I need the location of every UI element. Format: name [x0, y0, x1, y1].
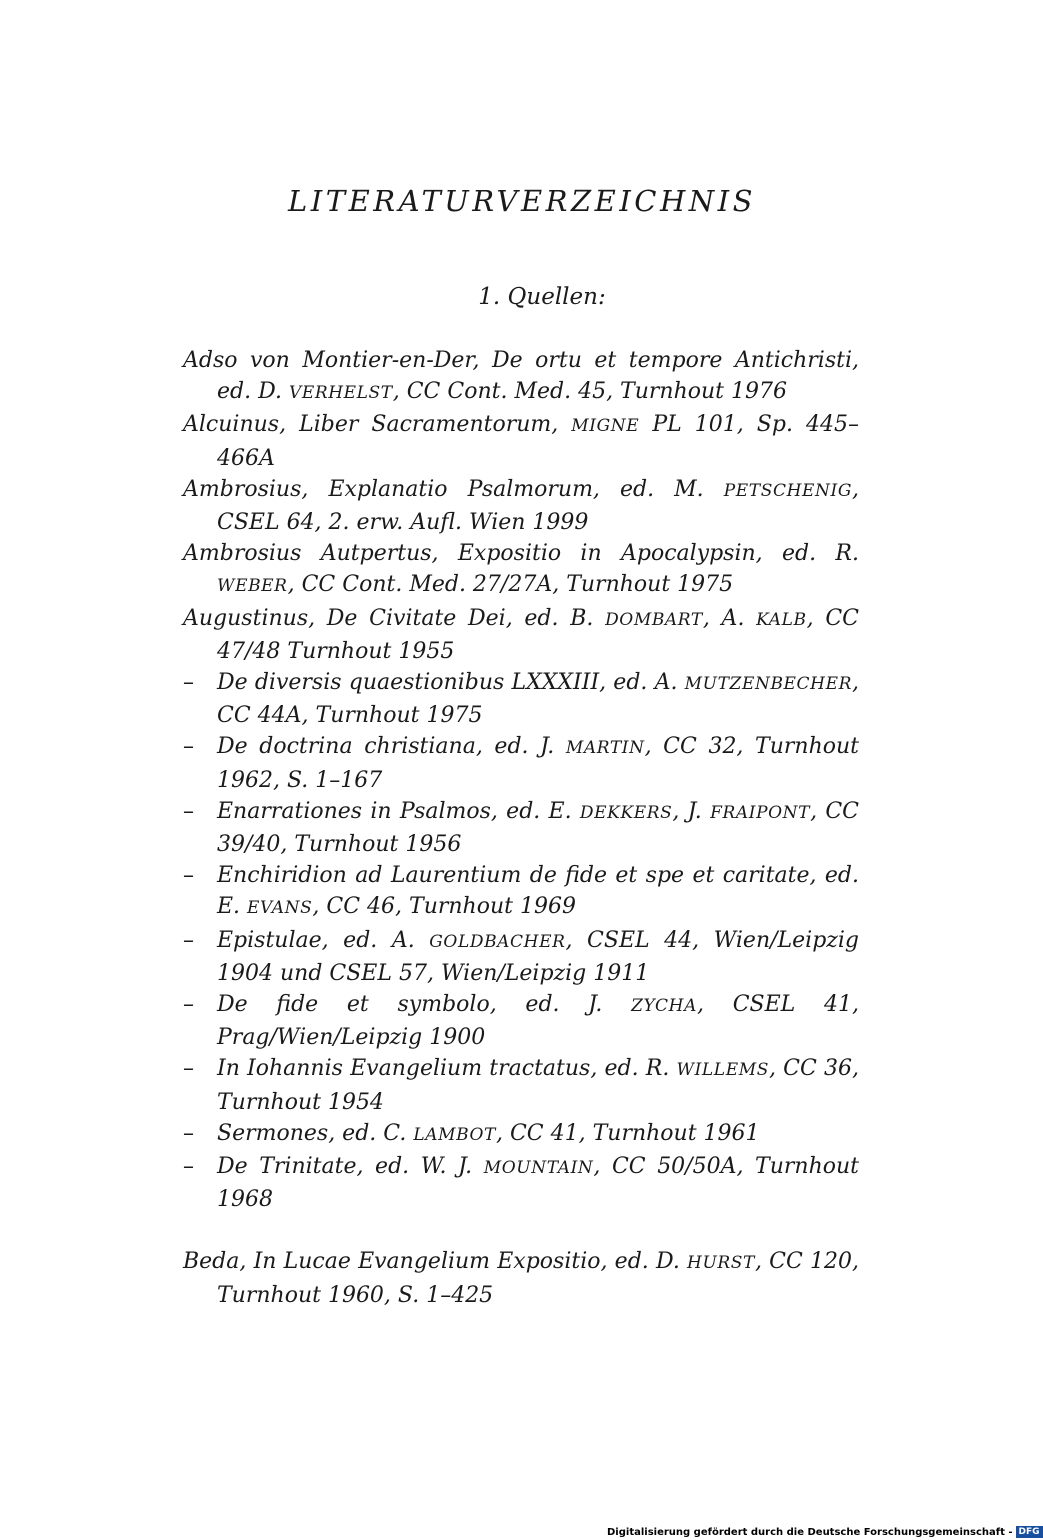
bibliography-subentry	[183, 1151, 859, 1215]
entry-text: De fide et symbolo, ed. J.	[217, 992, 632, 1018]
entry-text: Enchiridion ad Laurentium de fide et spe et caritate, ed. E.	[217, 863, 859, 920]
entry-text: De Trinitate, ed. W. J.	[217, 1154, 484, 1180]
entry-text: Beda, In Lucae Evangelium Expositio, ed. D.	[183, 1249, 688, 1275]
subentry-dash: –	[183, 1056, 194, 1082]
editor-name: DOMBART	[605, 609, 703, 630]
editor-name: ZYCHA	[631, 996, 697, 1017]
editor-name: EVANS	[247, 898, 313, 919]
entry-text: Alcuinus, Liber Sacramentorum,	[183, 412, 572, 438]
entry-text: PL 101, Sp. 445–466A	[217, 412, 859, 471]
entry-text: , CC 46, Turnhout 1969	[312, 894, 576, 920]
entry-text: Adso von Montier-en-Der, De ortu et tempore Antichristi, ed. D.	[183, 348, 859, 405]
entry-text: De doctrina christiana, ed. J.	[217, 734, 566, 760]
entry-text: Enarrationes in Psalmos, ed. E.	[217, 798, 580, 824]
editor-name: PETSCHENIG	[723, 480, 852, 501]
dfg-logo: DFG	[1016, 1526, 1043, 1538]
footer-text: Digitalisierung gefördert durch die Deutsche Forschungsgemeinschaft -	[607, 1526, 1013, 1538]
entry-text: De diversis quaestionibus LXXXIII, ed. A.	[217, 670, 685, 696]
bibliography-subentry	[183, 796, 859, 860]
entry-text: Sermones, ed. C.	[217, 1120, 414, 1146]
entry-text: Ambrosius Autpertus, Expositio in Apocalypsin, ed. R.	[183, 541, 859, 567]
bibliography-subentry	[183, 731, 859, 795]
bibliography-entry	[183, 345, 859, 409]
bibliography-subentry	[183, 925, 859, 989]
bibliography-subentry	[183, 989, 859, 1053]
entry-text: , CC 50/50A, Turnhout 1968	[217, 1154, 859, 1213]
editor-name: DEKKERS	[579, 802, 673, 823]
editor-name: MOUNTAIN	[483, 1158, 594, 1179]
entry-text: , CC 41, Turnhout 1961	[495, 1120, 760, 1146]
entry-text: , CC Cont. Med. 45, Turnhout 1976	[392, 379, 787, 405]
editor-name: LAMBOT	[413, 1124, 496, 1145]
editor-name: GOLDBACHER	[429, 931, 566, 952]
subentry-dash: –	[183, 670, 194, 696]
section-heading: 1. Quellen:	[478, 284, 606, 310]
subentry-dash: –	[183, 798, 194, 824]
entry-text: In Iohannis Evangelium tractatus, ed. R.	[217, 1056, 677, 1082]
bibliography-entry	[183, 1246, 859, 1310]
subentry-dash: –	[183, 1120, 194, 1146]
bibliography-entry	[183, 538, 859, 602]
editor-name: MARTIN	[565, 738, 645, 759]
bibliography-entry	[183, 474, 859, 538]
entry-text: Epistulae, ed. A.	[217, 927, 430, 953]
entry-gap	[183, 1215, 859, 1246]
entry-text: , CC 39/40, Turnhout 1956	[217, 798, 860, 858]
entry-text: , CC 32, Turnhout 1962, S. 1–167	[217, 734, 859, 793]
entry-text: , CSEL 64, 2. erw. Aufl. Wien 1999	[217, 476, 859, 536]
page-title: LITERATURVERZEICHNIS	[288, 184, 756, 218]
entry-text: , CC Cont. Med. 27/27A, Turnhout 1975	[287, 572, 734, 598]
editor-name: MIGNE	[571, 416, 640, 437]
entry-text: Augustinus, De Civitate Dei, ed. B.	[183, 605, 606, 631]
subentry-dash: –	[183, 1154, 194, 1180]
bibliography-subentry	[183, 1118, 859, 1151]
bibliography-list	[183, 345, 859, 1311]
entry-text: , CC 120, Turnhout 1960, S. 1–425	[217, 1249, 859, 1308]
subentry-dash: –	[183, 734, 194, 760]
bibliography-subentry	[183, 860, 859, 924]
editor-name: WILLEMS	[676, 1060, 769, 1081]
subentry-dash: –	[183, 863, 194, 889]
editor-name: KALB	[756, 609, 807, 630]
editor-name: VERHELST	[288, 383, 393, 404]
subentry-dash: –	[183, 927, 194, 953]
entry-text: Ambrosius, Explanatio Psalmorum, ed. M.	[183, 476, 724, 502]
entry-text: , CC 44A, Turnhout 1975	[217, 670, 859, 729]
entry-text: , CC 36, Turnhout 1954	[217, 1056, 859, 1115]
subentry-dash: –	[183, 992, 194, 1018]
editor-name: WEBER	[217, 576, 288, 597]
bibliography-entry	[183, 409, 859, 473]
editor-name: MUTZENBECHER	[684, 674, 852, 695]
bibliography-entry	[183, 603, 859, 667]
entry-text: , A.	[702, 605, 757, 631]
editor-name: HURST	[687, 1253, 755, 1274]
bibliography-subentry	[183, 667, 859, 731]
entry-text: , CSEL 44, Wien/Leipzig 1904 und CSEL 57, Wien/Leipzig 1911	[217, 927, 859, 986]
bibliography-subentry	[183, 1053, 859, 1117]
entry-text: , CC 47/48 Turnhout 1955	[217, 605, 859, 664]
entry-text: , CSEL 41, Prag/Wien/Leipzig 1900	[217, 992, 859, 1051]
digitization-footer	[607, 1526, 1043, 1538]
editor-name: FRAIPONT	[710, 802, 811, 823]
entry-text: , J.	[672, 798, 711, 824]
